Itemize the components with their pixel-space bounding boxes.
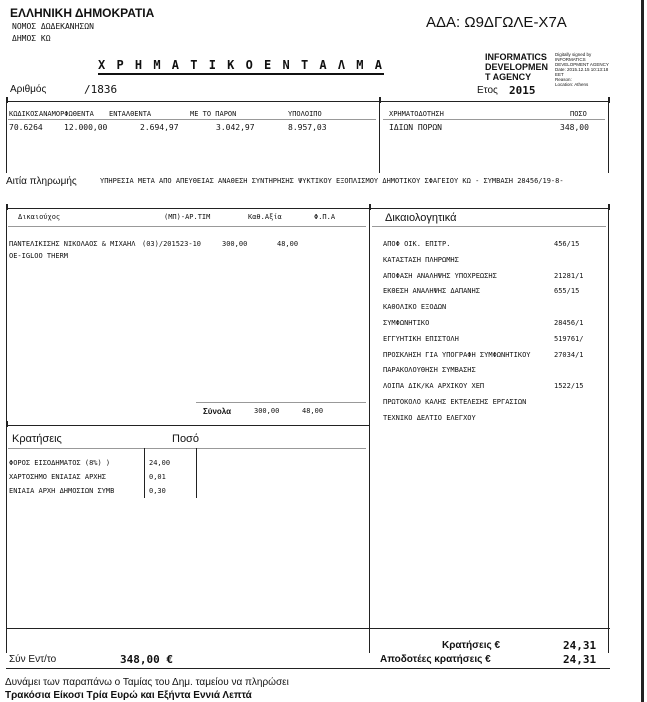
document-item-number: 28456/1	[554, 319, 584, 327]
budget-current-value: 3.042,97	[216, 123, 255, 132]
deduction-item-amount: 0,01	[149, 473, 166, 481]
stamp-org-line1: INFORMATICS	[485, 52, 547, 62]
stamp-org-line3: T AGENCY	[485, 72, 532, 82]
payment-instruction: Δυνάμει των παραπάνω ο Ταμίας του Δημ. ταμείου να πληρώσει	[5, 677, 289, 688]
budget-header-revised: ΑΝΑΜΟΡΦΩΘΕΝΤΑ	[39, 110, 94, 118]
year-label: Ετος	[477, 85, 498, 96]
stamp-location-line: Location: Athens	[555, 82, 589, 87]
document-item-number: 655/15	[554, 287, 580, 296]
financing-value: ΙΔΙΩΝ ΠΟΡΩΝ	[389, 123, 442, 132]
municipality-name: ΔΗΜΟΣ ΚΩ	[12, 34, 51, 43]
budget-revised-value: 12.000,00	[64, 123, 108, 132]
country-name: ΕΛΛΗΝΙΚΗ ΔΗΜΟΚΡΑΤΙΑ	[10, 6, 155, 20]
stamp-signed-line2: INFORMATICS	[555, 57, 586, 62]
document-item-label: ΕΚΘΕΣΗ ΑΝΑΛΗΨΗΣ ΔΑΠΑΝΗΣ	[383, 287, 480, 296]
document-item-number: 1522/15	[554, 382, 584, 391]
cause-label: Αιτία πληρωμής	[6, 176, 77, 187]
center-divider	[369, 208, 370, 653]
amount-in-words: Τρακόσια Είκοσι Τρία Ευρώ και Εξήντα Εννιά Λεπτά	[5, 690, 252, 701]
documents-title: Δικαιολογητικά	[385, 212, 457, 224]
budget-header-code: ΚΩΔΙΚΟΣ	[9, 110, 39, 118]
stamp-tz-line: EET	[555, 72, 564, 77]
number-value: /1836	[84, 83, 118, 96]
document-item-label: ΕΓΓΥΗΤΙΚΗ ΕΠΙΣΤΟΛΗ	[383, 334, 459, 343]
budget-header-rule	[8, 119, 376, 120]
deductions-column-rule	[144, 448, 145, 498]
document-item-label: ΠΡΩΤΟΚΟΛΟ ΚΑΛΗΣ ΕΚΤΕΛΕΣΗΣ ΕΡΓΑΣΙΩΝ	[383, 398, 527, 406]
vat-header: Φ.Π.Α	[314, 213, 336, 221]
document-title: Χ Ρ Η Μ Α Τ Ι Κ Ο Ε Ν Τ Α Λ Μ Α	[98, 58, 384, 75]
beneficiary-header-rule	[8, 226, 366, 227]
totals-rule	[6, 628, 610, 629]
deduction-item-amount: 0,30	[149, 487, 166, 495]
deductions-header-rule	[8, 448, 366, 449]
budget-left-border	[6, 101, 7, 173]
document-item-label: ΛΟΙΠΑ ΔΙΚ/ΚΑ ΑΡΧΙΚΟΥ ΧΕΠ	[383, 382, 485, 391]
deductions-total-value: 24,31	[563, 639, 597, 652]
totals-vat: 48,00	[302, 407, 324, 415]
beneficiary-name-line2: OE-IGLOO THERM	[9, 252, 69, 260]
beneficiary-left-border	[6, 208, 7, 425]
deductions-amount-header: Ποσό	[172, 433, 199, 445]
beneficiary-invoice: (03)/201523-10	[142, 240, 202, 248]
net-value-header: Καθ.Αξία	[248, 213, 282, 221]
document-item-label: ΠΑΡΑΚΟΛΟΥΘΗΣΗ ΣΥΜΒΑΣΗΣ	[383, 366, 476, 375]
totals-top-rule	[196, 402, 366, 403]
ada-code: ΑΔΑ: Ω9ΔΓΩΛΕ-Χ7Α	[426, 14, 567, 31]
deduction-item-label: ΧΑΡΤΟΣΗΜΟ ΕΝΙΑΙΑΣ ΑΡΧΗΣ	[9, 473, 106, 481]
deduction-item-amount: 24,00	[149, 459, 171, 467]
document-item-label: ΚΑΘΟΛΙΚΟ ΕΞΟΔΩΝ	[383, 303, 447, 312]
documents-header-rule	[372, 226, 606, 227]
amount-header: ΠΟΣΟ	[570, 110, 587, 118]
beneficiary-vat: 48,00	[277, 240, 299, 248]
document-item-label: ΤΕΧΝΙΚΟ ΔΕΛΤΙΟ ΕΛΕΓΧΟΥ	[383, 413, 476, 422]
stamp-reason-line: Reason:	[555, 77, 572, 82]
bottom-rule	[6, 668, 610, 669]
deductions-total-label: Κρατήσεις €	[442, 640, 501, 651]
budget-header-remaining: ΥΠΟΛΟΙΠΟ	[288, 110, 322, 118]
deductions-title: Κρατήσεις	[12, 433, 62, 445]
beneficiary-header: Δικαιούχος	[18, 213, 61, 221]
deduction-item-label: ΕΝΙΑΙΑ ΑΡΧΗ ΔΗΜΟΣΙΩΝ ΣΥΜΒ	[9, 487, 115, 495]
stamp-org-line2: DEVELOPMEN	[485, 62, 549, 72]
deduction-item-label: ΦΟΡΟΣ ΕΙΣΟΔΗΜΑΤΟΣ (8%) )	[9, 459, 111, 467]
stamp-signed-line3: DEVELOPMENT AGENCY	[555, 62, 609, 67]
document-item-label: ΑΠΟΦΑΣΗ ΑΝΑΛΗΨΗΣ ΥΠΟΧΡΕΩΣΗΣ	[383, 271, 497, 280]
budget-header-current: ΜΕ ΤΟ ΠΑΡΟΝ	[190, 110, 237, 118]
beneficiary-name-line1: ΠΑΝΤΕΛΙΚΙΣΗΣ ΝΙΚΟΛΑΟΣ & ΜΙΧΑΗΛ	[9, 240, 136, 248]
totals-label: Σύνολα	[203, 407, 232, 416]
right-border	[608, 208, 609, 653]
year-value: 2015	[509, 84, 536, 97]
document-item-number: 519761/	[554, 334, 584, 343]
digital-signature-stamp	[485, 52, 635, 92]
payable-deductions-value: 24,31	[563, 653, 597, 666]
budget-divider	[379, 101, 380, 173]
number-label: Αριθμός	[10, 84, 47, 95]
budget-top-rule	[6, 101, 610, 102]
amount-value: 348,00	[560, 123, 589, 132]
document-item-number: 27034/1	[554, 350, 584, 359]
sum-ordered-value: 348,00 €	[120, 653, 173, 666]
beneficiary-top-rule	[6, 208, 610, 209]
sum-ordered-label: Σύν Εντ/το	[9, 654, 57, 665]
cause-text: ΥΠΗΡΕΣΙΑ ΜΕΤΑ ΑΠΟ ΑΠΕΥΘΕΙΑΣ ΑΝΑΘΕΣΗ ΣΥΝΤΗΡΗΣΗΣ ΨΥΚΤΙΚΟΥ ΕΞΟΠΛΙΣΜΟΥ ΔΗΜΟΤΙΚΟΥ ΣΦΑΓΕΙΟΥ ΚΩ - ΣΥΜΒΑΣΗ 28456/19-8-	[100, 177, 564, 185]
deductions-column-rule	[196, 448, 197, 498]
financing-header: ΧΡΗΜΑΤΟΔΟΤΗΣΗ	[389, 110, 444, 118]
beneficiary-net: 300,00	[222, 240, 248, 248]
financing-header-rule	[383, 119, 605, 120]
document-item-number: 456/15	[554, 240, 580, 248]
deductions-top-rule	[6, 425, 369, 426]
prefecture-name: ΝΟΜΟΣ ΔΩΔΕΚΑΝΗΣΩΝ	[12, 22, 94, 31]
payable-deductions-label: Αποδοτέες κρατήσεις €	[380, 654, 491, 665]
invoice-header: (ΜΠ)-ΑΡ.ΤΙΜ	[164, 213, 211, 221]
stamp-date-line: Date: 2015.12.15 10:13:18	[555, 67, 609, 72]
deductions-left-border	[6, 425, 7, 653]
document-item-label: ΑΠΟΦ ΟΙΚ. ΕΠΙΤΡ.	[383, 240, 451, 248]
budget-remaining-value: 8.957,03	[288, 123, 327, 132]
document-item-label: ΣΥΜΦΩΝΗΤΙΚΟ	[383, 319, 430, 327]
document-item-label: ΠΡΟΣΚΛΗΣΗ ΓΙΑ ΥΠΟΓΡΑΦΗ ΣΥΜΦΩΝΗΤΙΚΟΥ	[383, 350, 531, 359]
budget-ordered-value: 2.694,97	[140, 123, 179, 132]
budget-right-border	[608, 101, 609, 173]
budget-code-value: 70.6264	[9, 123, 43, 132]
stamp-signed-line1: Digitally signed by	[555, 52, 592, 57]
totals-net: 300,00	[254, 407, 280, 415]
document-item-label: ΚΑΤΑΣΤΑΣΗ ΠΛΗΡΩΜΗΣ	[383, 255, 459, 264]
budget-header-ordered: ΕΝΤΑΛΘΕΝΤΑ	[109, 110, 152, 118]
document-item-number: 21281/1	[554, 271, 584, 280]
